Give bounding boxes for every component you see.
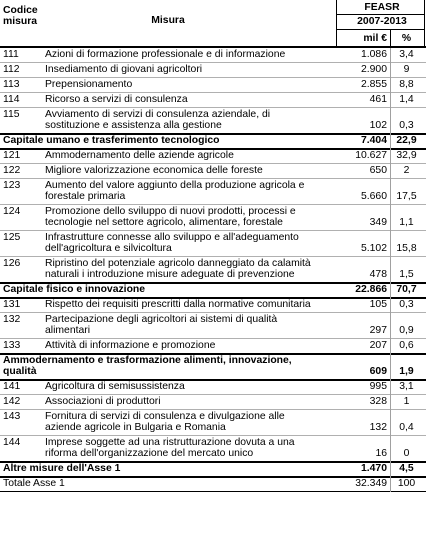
column-divider [390, 48, 391, 492]
table-row [0, 78, 428, 92]
header-period: 2007-2013 [357, 16, 407, 27]
total-row [0, 477, 428, 491]
header-right-divider [424, 0, 425, 47]
measure-code: 132 [3, 314, 21, 325]
amount-mil-eur: 995 [369, 381, 387, 392]
share-percent: 1 [403, 396, 410, 407]
share-percent: 1,5 [399, 269, 414, 280]
share-percent: 70,7 [396, 284, 417, 295]
table-row [0, 380, 428, 394]
amount-mil-eur: 105 [369, 299, 387, 310]
amount-mil-eur: 5.660 [360, 191, 387, 202]
measure-description: Azioni di formazione professionale e di informazione [45, 49, 286, 60]
table-row [0, 108, 428, 133]
subtotal-label: Capitale fisico e innovazione [3, 284, 146, 295]
table-row [0, 339, 428, 353]
measure-code: 111 [3, 49, 19, 60]
share-percent: 22,9 [396, 135, 417, 146]
share-percent: 100 [397, 478, 416, 489]
measure-description: Prepensionamento [45, 79, 133, 90]
header-code: Codice misura [3, 5, 38, 27]
measure-description: Imprese soggette ad una ristrutturazione dovuta a una riforma dell'organizzazione del mercato unico [45, 437, 295, 459]
share-percent: 9 [403, 64, 410, 75]
measure-code: 126 [3, 258, 21, 269]
table-row [0, 410, 428, 435]
measure-description: Infrastrutture connesse allo sviluppo e all'adeguamento dell'agricoltura e silvicoltura [45, 232, 299, 254]
table-row [0, 164, 428, 178]
table-row [0, 48, 428, 62]
measure-description: Partecipazione degli agricoltori ai sistemi di qualità alimentari [45, 314, 278, 336]
measure-code: 144 [3, 437, 21, 448]
header-fund: FEASR [364, 2, 400, 13]
measure-description: Ricorso a servizi di consulenza [45, 94, 188, 105]
share-percent: 1,1 [399, 217, 414, 228]
share-percent: 32,9 [396, 150, 417, 161]
amount-mil-eur: 5.102 [360, 243, 387, 254]
measure-code: 125 [3, 232, 21, 243]
amount-mil-eur: 1.086 [360, 49, 387, 60]
measure-code: 113 [3, 79, 20, 90]
share-percent: 0,4 [399, 422, 414, 433]
table-row [0, 63, 428, 77]
share-percent: 0,3 [399, 120, 414, 131]
header-left-divider [336, 0, 337, 47]
measure-description: Migliore valorizzazione economica delle foreste [45, 165, 263, 176]
measure-description: Fornitura di servizi di consulenza e divulgazione alle aziende agricole in Bulgaria e Romania [45, 411, 285, 433]
share-percent: 15,8 [396, 243, 417, 254]
subtotal-row [0, 354, 428, 379]
measure-description: Rispetto dei requisiti prescritti dalla normative comunitaria [45, 299, 311, 310]
table-row [0, 257, 428, 282]
total-label: Totale Asse 1 [3, 478, 65, 489]
measure-description: Insediamento di giovani agricoltori [45, 64, 203, 75]
share-percent: 17,5 [396, 191, 417, 202]
measure-code: 141 [3, 381, 21, 392]
amount-mil-eur: 650 [369, 165, 387, 176]
amount-mil-eur: 132 [369, 422, 387, 433]
amount-mil-eur: 32.349 [355, 478, 387, 489]
measure-description: Ripristino del potenziale agricolo danneggiato da calamità naturali i introduzione misure adeguate di prevenzione [45, 258, 311, 280]
header-mid-rule [336, 29, 424, 30]
amount-mil-eur: 2.855 [360, 79, 387, 90]
measure-code: 131 [3, 299, 21, 310]
share-percent: 4,5 [399, 463, 414, 474]
measure-description: Promozione dello sviluppo di nuovi prodotti, processi e tecnologie nel settore agricolo, alimentare, forestale [45, 206, 296, 228]
amount-mil-eur: 207 [369, 340, 387, 351]
share-percent: 0,9 [399, 325, 414, 336]
amount-mil-eur: 478 [369, 269, 387, 280]
table-row [0, 149, 428, 163]
measure-description: Aumento del valore aggiunto della produzione agricola e forestale primaria [45, 180, 305, 202]
share-percent: 1,4 [399, 94, 414, 105]
measure-code: 112 [3, 64, 20, 75]
measure-description: Agricoltura di semisussistenza [45, 381, 185, 392]
subtotal-row [0, 283, 428, 297]
share-percent: 0,6 [399, 340, 414, 351]
subtotal-label: Ammodernamento e trasformazione alimenti, innovazione, qualità [3, 355, 292, 377]
share-percent: 2 [403, 165, 410, 176]
measure-code: 121 [3, 150, 21, 161]
subtotal-label: Capitale umano e trasferimento tecnologico [3, 135, 220, 146]
table-row [0, 313, 428, 338]
share-percent: 8,8 [399, 79, 414, 90]
share-percent: 3,4 [399, 49, 414, 60]
total-rule [0, 491, 426, 492]
amount-mil-eur: 10.627 [355, 150, 387, 161]
amount-mil-eur: 461 [369, 94, 387, 105]
header-measure: Misura [151, 15, 185, 26]
measure-description: Attività di informazione e promozione [45, 340, 216, 351]
header-mid-divider [390, 30, 391, 47]
measure-code: 142 [3, 396, 21, 407]
amount-mil-eur: 7.404 [360, 135, 387, 146]
table-row [0, 231, 428, 256]
share-percent: 0 [403, 448, 410, 459]
amount-mil-eur: 609 [369, 366, 387, 377]
subtotal-row [0, 462, 428, 476]
share-percent: 3,1 [399, 381, 414, 392]
amount-mil-eur: 297 [369, 325, 387, 336]
measure-code: 122 [3, 165, 21, 176]
subtotal-label: Altre misure dell'Asse 1 [3, 463, 121, 474]
header-mil: mil € [363, 33, 387, 44]
share-percent: 1,9 [399, 366, 414, 377]
measure-code: 143 [3, 411, 21, 422]
subtotal-row [0, 134, 428, 148]
table-row [0, 205, 428, 230]
share-percent: 0,3 [399, 299, 414, 310]
table-row [0, 93, 428, 107]
measure-description: Associazioni di produttori [45, 396, 161, 407]
measure-code: 115 [3, 109, 20, 120]
table-row [0, 298, 428, 312]
amount-mil-eur: 22.866 [355, 284, 387, 295]
amount-mil-eur: 349 [369, 217, 387, 228]
measure-code: 124 [3, 206, 21, 217]
measure-description: Ammodernamento delle aziende agricole [45, 150, 234, 161]
table-row [0, 395, 428, 409]
measure-description: Avviamento di servizi di consulenza aziendale, di sostituzione e assistenza alla gestione [45, 109, 271, 131]
measure-code: 123 [3, 180, 21, 191]
header-top-rule [336, 14, 424, 15]
measure-code: 133 [3, 340, 21, 351]
amount-mil-eur: 1.470 [360, 463, 387, 474]
header-pct: % [401, 33, 412, 44]
amount-mil-eur: 102 [369, 120, 387, 131]
amount-mil-eur: 16 [375, 448, 387, 459]
amount-mil-eur: 328 [369, 396, 387, 407]
table-row [0, 179, 428, 204]
measure-code: 114 [3, 94, 20, 105]
amount-mil-eur: 2.900 [360, 64, 387, 75]
table-row [0, 436, 428, 461]
